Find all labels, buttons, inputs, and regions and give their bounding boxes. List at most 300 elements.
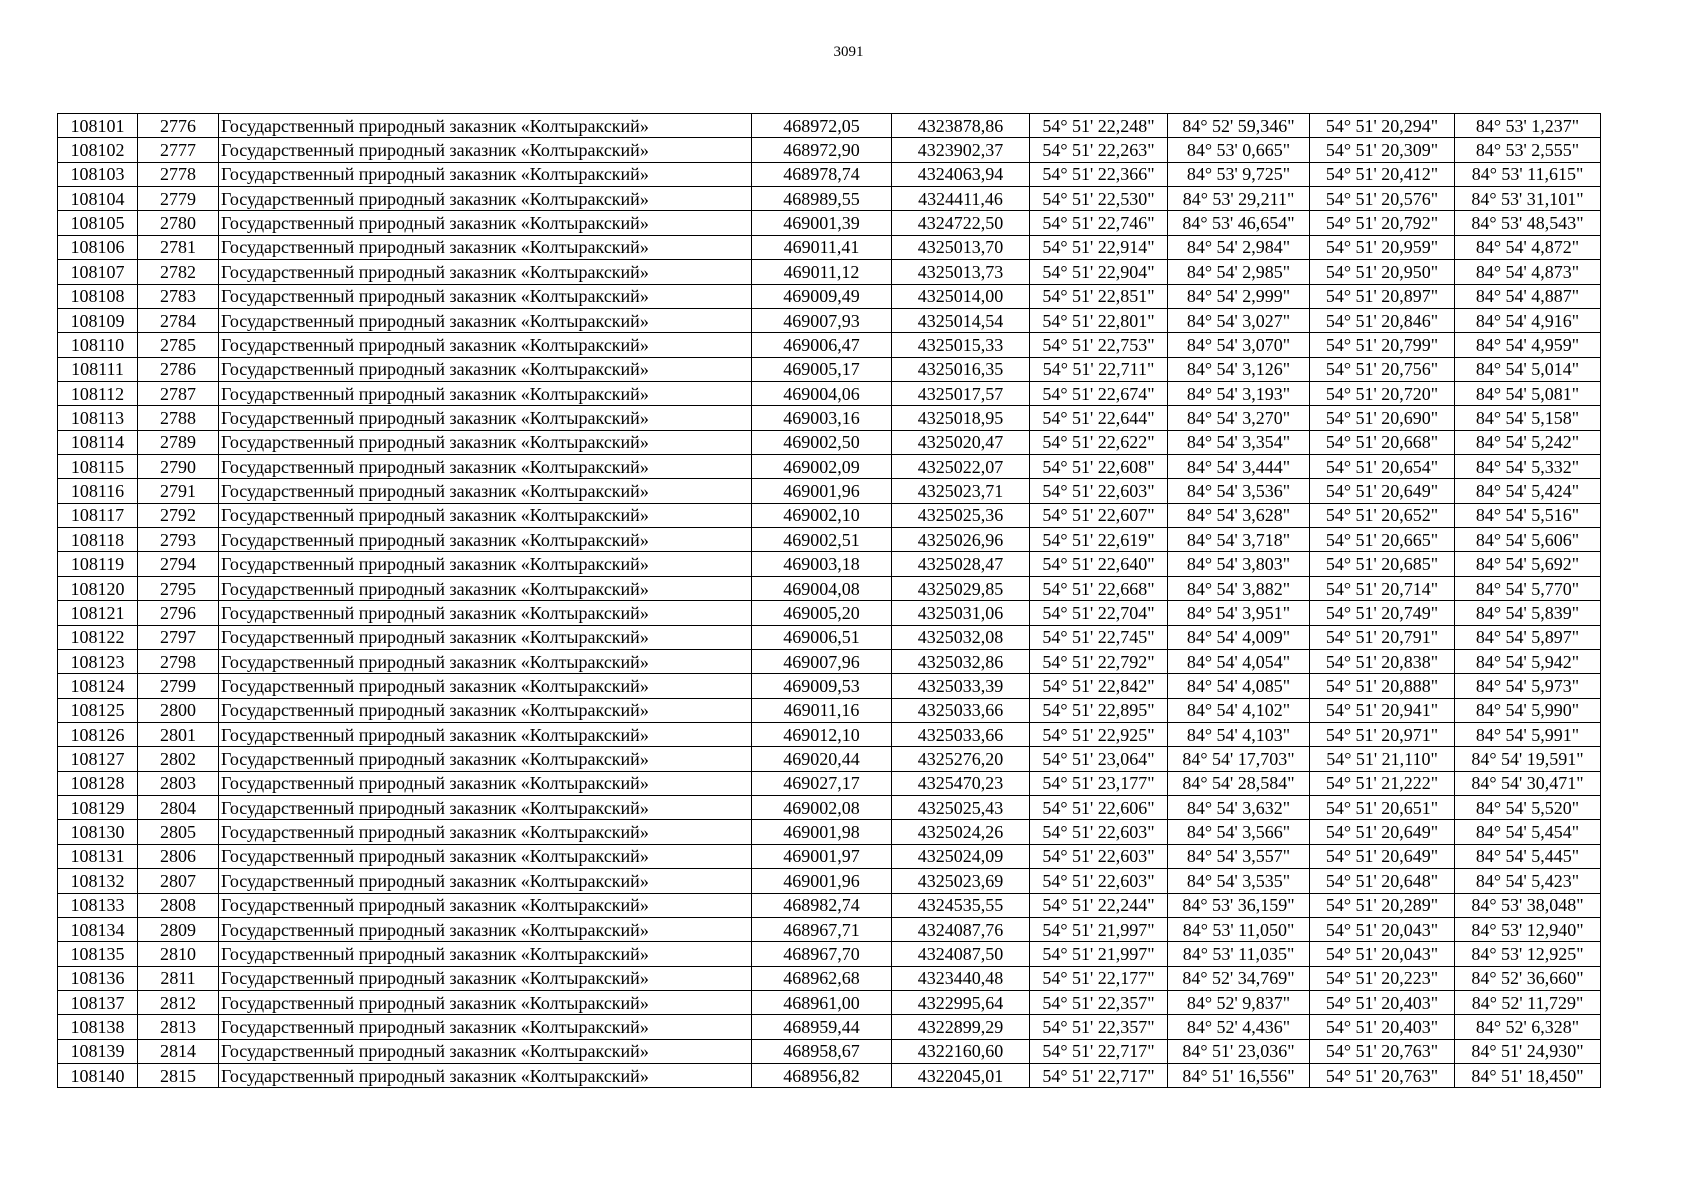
object-name-cell: Государственный природный заказник «Колтыракский» (219, 990, 752, 1014)
table-row (58, 990, 1601, 1014)
row-id-cell: 108110 (58, 333, 138, 357)
row-id-cell: 108111 (58, 357, 138, 381)
table-row (58, 528, 1601, 552)
longitude-1-cell: 84° 53' 36,159" (1168, 893, 1310, 917)
table-row (58, 357, 1601, 381)
latitude-1-cell: 54° 51' 22,711" (1030, 357, 1168, 381)
object-name-cell: Государственный природный заказник «Колтыракский» (219, 552, 752, 576)
latitude-2-cell: 54° 51' 20,294" (1310, 114, 1455, 138)
point-number-cell: 2801 (138, 722, 219, 746)
x-coordinate-cell: 469001,97 (752, 844, 892, 868)
table-row (58, 430, 1601, 454)
x-coordinate-cell: 469003,18 (752, 552, 892, 576)
y-coordinate-cell: 4325014,54 (892, 308, 1030, 332)
longitude-2-cell: 84° 54' 5,423" (1455, 869, 1601, 893)
latitude-1-cell: 54° 51' 22,366" (1030, 162, 1168, 186)
table-row (58, 114, 1601, 138)
point-number-cell: 2787 (138, 381, 219, 405)
longitude-1-cell: 84° 54' 2,985" (1168, 260, 1310, 284)
y-coordinate-cell: 4325013,73 (892, 260, 1030, 284)
object-name-cell: Государственный природный заказник «Колтыракский» (219, 333, 752, 357)
table-row (58, 1015, 1601, 1039)
x-coordinate-cell: 469027,17 (752, 771, 892, 795)
point-number-cell: 2792 (138, 503, 219, 527)
longitude-1-cell: 84° 54' 3,718" (1168, 528, 1310, 552)
x-coordinate-cell: 468967,71 (752, 917, 892, 941)
x-coordinate-cell: 469006,51 (752, 625, 892, 649)
point-number-cell: 2794 (138, 552, 219, 576)
table-row (58, 479, 1601, 503)
y-coordinate-cell: 4325033,66 (892, 698, 1030, 722)
row-id-cell: 108116 (58, 479, 138, 503)
x-coordinate-cell: 469012,10 (752, 722, 892, 746)
table-row (58, 333, 1601, 357)
y-coordinate-cell: 4324722,50 (892, 211, 1030, 235)
y-coordinate-cell: 4322045,01 (892, 1064, 1030, 1088)
latitude-2-cell: 54° 51' 20,649" (1310, 820, 1455, 844)
point-number-cell: 2813 (138, 1015, 219, 1039)
table-row (58, 649, 1601, 673)
longitude-1-cell: 84° 54' 28,584" (1168, 771, 1310, 795)
table-body (58, 114, 1601, 1088)
object-name-cell: Государственный природный заказник «Колтыракский» (219, 528, 752, 552)
latitude-2-cell: 54° 51' 20,649" (1310, 479, 1455, 503)
point-number-cell: 2781 (138, 235, 219, 259)
y-coordinate-cell: 4325025,36 (892, 503, 1030, 527)
latitude-1-cell: 54° 51' 22,603" (1030, 844, 1168, 868)
latitude-1-cell: 54° 51' 21,997" (1030, 942, 1168, 966)
longitude-2-cell: 84° 54' 5,445" (1455, 844, 1601, 868)
row-id-cell: 108124 (58, 674, 138, 698)
latitude-2-cell: 54° 51' 20,763" (1310, 1039, 1455, 1063)
table-row (58, 1064, 1601, 1088)
longitude-2-cell: 84° 54' 4,959" (1455, 333, 1601, 357)
table-row (58, 552, 1601, 576)
longitude-2-cell: 84° 53' 1,237" (1455, 114, 1601, 138)
point-number-cell: 2782 (138, 260, 219, 284)
longitude-1-cell: 84° 54' 4,102" (1168, 698, 1310, 722)
longitude-1-cell: 84° 51' 16,556" (1168, 1064, 1310, 1088)
x-coordinate-cell: 469005,17 (752, 357, 892, 381)
table-row (58, 187, 1601, 211)
point-number-cell: 2778 (138, 162, 219, 186)
row-id-cell: 108127 (58, 747, 138, 771)
y-coordinate-cell: 4325015,33 (892, 333, 1030, 357)
x-coordinate-cell: 469002,09 (752, 455, 892, 479)
latitude-1-cell: 54° 51' 22,904" (1030, 260, 1168, 284)
longitude-1-cell: 84° 53' 9,725" (1168, 162, 1310, 186)
x-coordinate-cell: 468967,70 (752, 942, 892, 966)
point-number-cell: 2805 (138, 820, 219, 844)
latitude-1-cell: 54° 51' 23,177" (1030, 771, 1168, 795)
point-number-cell: 2815 (138, 1064, 219, 1088)
object-name-cell: Государственный природный заказник «Колтыракский» (219, 260, 752, 284)
row-id-cell: 108115 (58, 455, 138, 479)
table-row (58, 503, 1601, 527)
latitude-2-cell: 54° 51' 21,110" (1310, 747, 1455, 771)
table-row (58, 893, 1601, 917)
point-number-cell: 2795 (138, 576, 219, 600)
latitude-2-cell: 54° 51' 20,690" (1310, 406, 1455, 430)
table-row (58, 771, 1601, 795)
latitude-2-cell: 54° 51' 20,412" (1310, 162, 1455, 186)
longitude-1-cell: 84° 54' 3,444" (1168, 455, 1310, 479)
latitude-2-cell: 54° 51' 20,888" (1310, 674, 1455, 698)
row-id-cell: 108136 (58, 966, 138, 990)
longitude-2-cell: 84° 54' 4,887" (1455, 284, 1601, 308)
x-coordinate-cell: 468972,90 (752, 138, 892, 162)
longitude-1-cell: 84° 54' 3,193" (1168, 381, 1310, 405)
longitude-2-cell: 84° 54' 5,606" (1455, 528, 1601, 552)
object-name-cell: Государственный природный заказник «Колтыракский» (219, 869, 752, 893)
object-name-cell: Государственный природный заказник «Колтыракский» (219, 722, 752, 746)
longitude-1-cell: 84° 53' 29,211" (1168, 187, 1310, 211)
latitude-1-cell: 54° 51' 22,530" (1030, 187, 1168, 211)
x-coordinate-cell: 469007,93 (752, 308, 892, 332)
y-coordinate-cell: 4325024,26 (892, 820, 1030, 844)
latitude-1-cell: 54° 51' 22,177" (1030, 966, 1168, 990)
row-id-cell: 108119 (58, 552, 138, 576)
latitude-2-cell: 54° 51' 20,720" (1310, 381, 1455, 405)
latitude-1-cell: 54° 51' 22,603" (1030, 820, 1168, 844)
longitude-2-cell: 84° 52' 6,328" (1455, 1015, 1601, 1039)
point-number-cell: 2793 (138, 528, 219, 552)
point-number-cell: 2791 (138, 479, 219, 503)
table-row (58, 284, 1601, 308)
point-number-cell: 2800 (138, 698, 219, 722)
latitude-2-cell: 54° 51' 20,685" (1310, 552, 1455, 576)
row-id-cell: 108125 (58, 698, 138, 722)
y-coordinate-cell: 4322899,29 (892, 1015, 1030, 1039)
longitude-1-cell: 84° 53' 11,035" (1168, 942, 1310, 966)
latitude-2-cell: 54° 51' 20,791" (1310, 625, 1455, 649)
latitude-1-cell: 54° 51' 21,997" (1030, 917, 1168, 941)
row-id-cell: 108138 (58, 1015, 138, 1039)
table-row (58, 455, 1601, 479)
table-row (58, 747, 1601, 771)
table-row (58, 235, 1601, 259)
x-coordinate-cell: 469011,12 (752, 260, 892, 284)
longitude-2-cell: 84° 54' 5,991" (1455, 722, 1601, 746)
row-id-cell: 108101 (58, 114, 138, 138)
object-name-cell: Государственный природный заказник «Колтыракский» (219, 406, 752, 430)
latitude-1-cell: 54° 51' 22,753" (1030, 333, 1168, 357)
longitude-2-cell: 84° 54' 19,591" (1455, 747, 1601, 771)
longitude-2-cell: 84° 54' 5,158" (1455, 406, 1601, 430)
y-coordinate-cell: 4325024,09 (892, 844, 1030, 868)
point-number-cell: 2777 (138, 138, 219, 162)
longitude-1-cell: 84° 54' 3,632" (1168, 796, 1310, 820)
point-number-cell: 2797 (138, 625, 219, 649)
y-coordinate-cell: 4325017,57 (892, 381, 1030, 405)
latitude-1-cell: 54° 51' 22,603" (1030, 479, 1168, 503)
x-coordinate-cell: 469006,47 (752, 333, 892, 357)
latitude-2-cell: 54° 51' 20,749" (1310, 601, 1455, 625)
object-name-cell: Государственный природный заказник «Колтыракский» (219, 649, 752, 673)
coordinates-table (57, 113, 1601, 1088)
y-coordinate-cell: 4322995,64 (892, 990, 1030, 1014)
longitude-2-cell: 84° 53' 11,615" (1455, 162, 1601, 186)
longitude-1-cell: 84° 52' 34,769" (1168, 966, 1310, 990)
row-id-cell: 108106 (58, 235, 138, 259)
object-name-cell: Государственный природный заказник «Колтыракский» (219, 235, 752, 259)
longitude-2-cell: 84° 54' 5,242" (1455, 430, 1601, 454)
longitude-2-cell: 84° 54' 5,897" (1455, 625, 1601, 649)
point-number-cell: 2802 (138, 747, 219, 771)
x-coordinate-cell: 469002,51 (752, 528, 892, 552)
y-coordinate-cell: 4325020,47 (892, 430, 1030, 454)
latitude-2-cell: 54° 51' 20,649" (1310, 844, 1455, 868)
y-coordinate-cell: 4325018,95 (892, 406, 1030, 430)
x-coordinate-cell: 468958,67 (752, 1039, 892, 1063)
longitude-2-cell: 84° 53' 12,940" (1455, 917, 1601, 941)
object-name-cell: Государственный природный заказник «Колтыракский» (219, 625, 752, 649)
object-name-cell: Государственный природный заказник «Колтыракский» (219, 381, 752, 405)
longitude-1-cell: 84° 54' 3,566" (1168, 820, 1310, 844)
row-id-cell: 108107 (58, 260, 138, 284)
y-coordinate-cell: 4325276,20 (892, 747, 1030, 771)
table-row (58, 698, 1601, 722)
row-id-cell: 108137 (58, 990, 138, 1014)
latitude-2-cell: 54° 51' 20,714" (1310, 576, 1455, 600)
object-name-cell: Государственный природный заказник «Колтыракский» (219, 430, 752, 454)
point-number-cell: 2776 (138, 114, 219, 138)
point-number-cell: 2780 (138, 211, 219, 235)
row-id-cell: 108133 (58, 893, 138, 917)
row-id-cell: 108140 (58, 1064, 138, 1088)
latitude-2-cell: 54° 51' 20,223" (1310, 966, 1455, 990)
row-id-cell: 108118 (58, 528, 138, 552)
x-coordinate-cell: 468978,74 (752, 162, 892, 186)
longitude-2-cell: 84° 53' 2,555" (1455, 138, 1601, 162)
point-number-cell: 2808 (138, 893, 219, 917)
y-coordinate-cell: 4325032,86 (892, 649, 1030, 673)
longitude-2-cell: 84° 54' 30,471" (1455, 771, 1601, 795)
longitude-2-cell: 84° 54' 5,770" (1455, 576, 1601, 600)
table-row (58, 260, 1601, 284)
row-id-cell: 108102 (58, 138, 138, 162)
object-name-cell: Государственный природный заказник «Колтыракский» (219, 844, 752, 868)
longitude-2-cell: 84° 54' 5,424" (1455, 479, 1601, 503)
longitude-1-cell: 84° 54' 2,984" (1168, 235, 1310, 259)
point-number-cell: 2810 (138, 942, 219, 966)
latitude-1-cell: 54° 51' 22,644" (1030, 406, 1168, 430)
x-coordinate-cell: 469009,49 (752, 284, 892, 308)
latitude-2-cell: 54° 51' 20,799" (1310, 333, 1455, 357)
longitude-1-cell: 84° 54' 2,999" (1168, 284, 1310, 308)
x-coordinate-cell: 468989,55 (752, 187, 892, 211)
table-row (58, 844, 1601, 868)
longitude-1-cell: 84° 54' 4,085" (1168, 674, 1310, 698)
x-coordinate-cell: 469001,96 (752, 479, 892, 503)
latitude-1-cell: 54° 51' 22,792" (1030, 649, 1168, 673)
latitude-2-cell: 54° 51' 20,043" (1310, 942, 1455, 966)
longitude-1-cell: 84° 53' 0,665" (1168, 138, 1310, 162)
object-name-cell: Государственный природный заказник «Колтыракский» (219, 1015, 752, 1039)
x-coordinate-cell: 469003,16 (752, 406, 892, 430)
row-id-cell: 108117 (58, 503, 138, 527)
longitude-2-cell: 84° 54' 5,454" (1455, 820, 1601, 844)
object-name-cell: Государственный природный заказник «Колтыракский» (219, 284, 752, 308)
longitude-1-cell: 84° 53' 11,050" (1168, 917, 1310, 941)
row-id-cell: 108135 (58, 942, 138, 966)
point-number-cell: 2788 (138, 406, 219, 430)
latitude-1-cell: 54° 51' 22,244" (1030, 893, 1168, 917)
latitude-2-cell: 54° 51' 20,763" (1310, 1064, 1455, 1088)
latitude-2-cell: 54° 51' 20,403" (1310, 1015, 1455, 1039)
object-name-cell: Государственный природный заказник «Колтыракский» (219, 698, 752, 722)
y-coordinate-cell: 4325014,00 (892, 284, 1030, 308)
object-name-cell: Государственный природный заказник «Колтыракский» (219, 576, 752, 600)
latitude-1-cell: 54° 51' 22,357" (1030, 1015, 1168, 1039)
object-name-cell: Государственный природный заказник «Колтыракский» (219, 1064, 752, 1088)
latitude-2-cell: 54° 51' 20,654" (1310, 455, 1455, 479)
object-name-cell: Государственный природный заказник «Колтыракский» (219, 308, 752, 332)
longitude-2-cell: 84° 53' 12,925" (1455, 942, 1601, 966)
x-coordinate-cell: 468962,68 (752, 966, 892, 990)
longitude-2-cell: 84° 54' 5,516" (1455, 503, 1601, 527)
table-row (58, 625, 1601, 649)
object-name-cell: Государственный природный заказник «Колтыракский» (219, 211, 752, 235)
y-coordinate-cell: 4325023,69 (892, 869, 1030, 893)
latitude-1-cell: 54° 51' 22,619" (1030, 528, 1168, 552)
x-coordinate-cell: 469004,08 (752, 576, 892, 600)
longitude-2-cell: 84° 54' 5,081" (1455, 381, 1601, 405)
latitude-1-cell: 54° 51' 22,248" (1030, 114, 1168, 138)
table-row (58, 796, 1601, 820)
longitude-1-cell: 84° 54' 3,354" (1168, 430, 1310, 454)
x-coordinate-cell: 469001,39 (752, 211, 892, 235)
object-name-cell: Государственный природный заказник «Колтыракский» (219, 796, 752, 820)
object-name-cell: Государственный природный заказник «Колтыракский» (219, 357, 752, 381)
point-number-cell: 2786 (138, 357, 219, 381)
longitude-1-cell: 84° 54' 4,009" (1168, 625, 1310, 649)
latitude-1-cell: 54° 51' 22,842" (1030, 674, 1168, 698)
row-id-cell: 108105 (58, 211, 138, 235)
latitude-2-cell: 54° 51' 20,403" (1310, 990, 1455, 1014)
row-id-cell: 108103 (58, 162, 138, 186)
latitude-1-cell: 54° 51' 22,357" (1030, 990, 1168, 1014)
longitude-2-cell: 84° 53' 48,543" (1455, 211, 1601, 235)
latitude-1-cell: 54° 51' 22,851" (1030, 284, 1168, 308)
object-name-cell: Государственный природный заказник «Колтыракский» (219, 771, 752, 795)
object-name-cell: Государственный природный заказник «Колтыракский» (219, 479, 752, 503)
latitude-2-cell: 54° 51' 20,309" (1310, 138, 1455, 162)
latitude-2-cell: 54° 51' 20,846" (1310, 308, 1455, 332)
x-coordinate-cell: 468982,74 (752, 893, 892, 917)
object-name-cell: Государственный природный заказник «Колтыракский» (219, 966, 752, 990)
latitude-1-cell: 54° 51' 22,603" (1030, 869, 1168, 893)
x-coordinate-cell: 469011,16 (752, 698, 892, 722)
latitude-2-cell: 54° 51' 20,576" (1310, 187, 1455, 211)
latitude-2-cell: 54° 51' 20,959" (1310, 235, 1455, 259)
y-coordinate-cell: 4324063,94 (892, 162, 1030, 186)
table-row (58, 942, 1601, 966)
point-number-cell: 2812 (138, 990, 219, 1014)
latitude-1-cell: 54° 51' 22,263" (1030, 138, 1168, 162)
longitude-2-cell: 84° 54' 5,014" (1455, 357, 1601, 381)
object-name-cell: Государственный природный заказник «Колтыракский» (219, 893, 752, 917)
longitude-2-cell: 84° 54' 5,839" (1455, 601, 1601, 625)
object-name-cell: Государственный природный заказник «Колтыракский» (219, 187, 752, 211)
latitude-1-cell: 54° 51' 22,704" (1030, 601, 1168, 625)
object-name-cell: Государственный природный заказник «Колтыракский» (219, 1039, 752, 1063)
longitude-2-cell: 84° 54' 4,873" (1455, 260, 1601, 284)
y-coordinate-cell: 4325033,66 (892, 722, 1030, 746)
row-id-cell: 108139 (58, 1039, 138, 1063)
x-coordinate-cell: 469002,08 (752, 796, 892, 820)
y-coordinate-cell: 4325029,85 (892, 576, 1030, 600)
longitude-1-cell: 84° 54' 3,070" (1168, 333, 1310, 357)
table-row (58, 917, 1601, 941)
row-id-cell: 108120 (58, 576, 138, 600)
row-id-cell: 108129 (58, 796, 138, 820)
object-name-cell: Государственный природный заказник «Колтыракский» (219, 138, 752, 162)
longitude-1-cell: 84° 54' 3,535" (1168, 869, 1310, 893)
longitude-2-cell: 84° 53' 38,048" (1455, 893, 1601, 917)
latitude-2-cell: 54° 51' 20,756" (1310, 357, 1455, 381)
y-coordinate-cell: 4324411,46 (892, 187, 1030, 211)
latitude-1-cell: 54° 51' 22,745" (1030, 625, 1168, 649)
x-coordinate-cell: 468959,44 (752, 1015, 892, 1039)
table-row (58, 406, 1601, 430)
longitude-1-cell: 84° 51' 23,036" (1168, 1039, 1310, 1063)
point-number-cell: 2809 (138, 917, 219, 941)
row-id-cell: 108131 (58, 844, 138, 868)
table-row (58, 820, 1601, 844)
latitude-2-cell: 54° 51' 20,652" (1310, 503, 1455, 527)
x-coordinate-cell: 469005,20 (752, 601, 892, 625)
longitude-2-cell: 84° 53' 31,101" (1455, 187, 1601, 211)
page-number: 3091 (833, 44, 864, 60)
longitude-1-cell: 84° 54' 3,628" (1168, 503, 1310, 527)
longitude-1-cell: 84° 54' 3,536" (1168, 479, 1310, 503)
y-coordinate-cell: 4325031,06 (892, 601, 1030, 625)
point-number-cell: 2784 (138, 308, 219, 332)
latitude-1-cell: 54° 51' 23,064" (1030, 747, 1168, 771)
object-name-cell: Государственный природный заказник «Колтыракский» (219, 942, 752, 966)
x-coordinate-cell: 469007,96 (752, 649, 892, 673)
longitude-2-cell: 84° 54' 5,692" (1455, 552, 1601, 576)
row-id-cell: 108122 (58, 625, 138, 649)
x-coordinate-cell: 468972,05 (752, 114, 892, 138)
latitude-1-cell: 54° 51' 22,606" (1030, 796, 1168, 820)
point-number-cell: 2807 (138, 869, 219, 893)
latitude-1-cell: 54° 51' 22,895" (1030, 698, 1168, 722)
row-id-cell: 108114 (58, 430, 138, 454)
row-id-cell: 108104 (58, 187, 138, 211)
latitude-2-cell: 54° 51' 20,838" (1310, 649, 1455, 673)
point-number-cell: 2783 (138, 284, 219, 308)
longitude-1-cell: 84° 54' 4,054" (1168, 649, 1310, 673)
object-name-cell: Государственный природный заказник «Колтыракский» (219, 503, 752, 527)
longitude-2-cell: 84° 54' 5,990" (1455, 698, 1601, 722)
longitude-1-cell: 84° 53' 46,654" (1168, 211, 1310, 235)
longitude-1-cell: 84° 52' 9,837" (1168, 990, 1310, 1014)
object-name-cell: Государственный природный заказник «Колтыракский» (219, 162, 752, 186)
y-coordinate-cell: 4325023,71 (892, 479, 1030, 503)
longitude-2-cell: 84° 54' 4,916" (1455, 308, 1601, 332)
latitude-1-cell: 54° 51' 22,914" (1030, 235, 1168, 259)
object-name-cell: Государственный природный заказник «Колтыракский» (219, 455, 752, 479)
latitude-1-cell: 54° 51' 22,622" (1030, 430, 1168, 454)
point-number-cell: 2789 (138, 430, 219, 454)
latitude-1-cell: 54° 51' 22,801" (1030, 308, 1168, 332)
table-row (58, 722, 1601, 746)
y-coordinate-cell: 4325028,47 (892, 552, 1030, 576)
table-row (58, 308, 1601, 332)
x-coordinate-cell: 469004,06 (752, 381, 892, 405)
